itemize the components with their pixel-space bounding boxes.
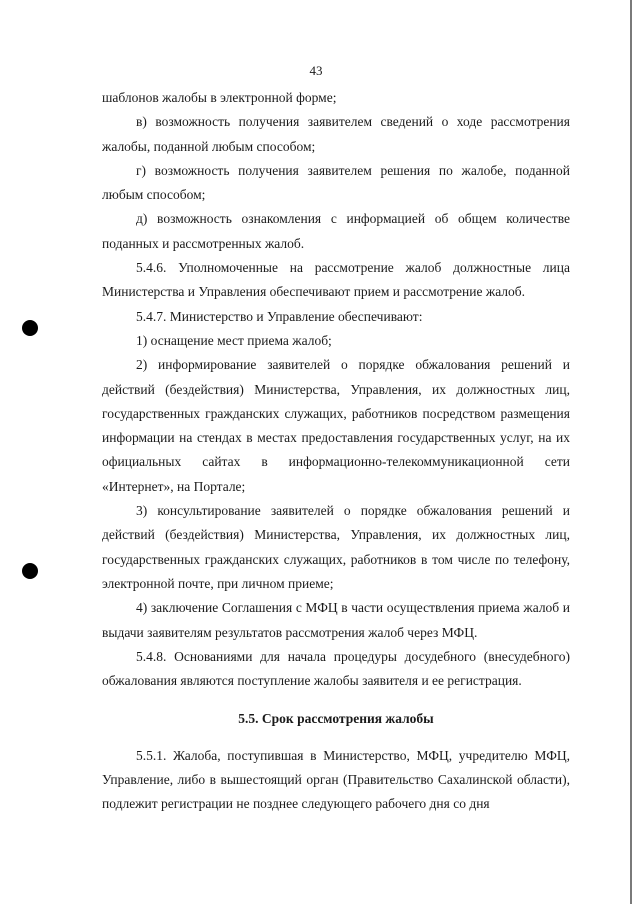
paragraph: 2) информирование заявителей о порядке обжалования решений и действий (бездействия) Министерства, Управления, их должностных лиц, государственных гражданских служащих, работников посредством размещения информации на стендах в местах предоставления государственных услуг, на их официальных сайтах в информационно-телекоммуникационной сети «Интернет», на Портале; xyxy=(102,357,570,494)
page-number: 43 xyxy=(309,63,323,78)
paragraph: 5.5.1. Жалоба, поступившая в Министерство, МФЦ, учредителю МФЦ, Управление, либо в вышестоящий орган (Правительство Сахалинской области), подлежит регистрации не позднее следующего рабочего дня со дня xyxy=(102,747,570,812)
punch-hole-top xyxy=(22,320,38,336)
section-heading: 5.5. Срок рассмотрения жалобы xyxy=(238,711,434,727)
paragraph: 1) оснащение мест приема жалоб; xyxy=(136,332,332,348)
paragraph: шаблонов жалобы в электронной форме; xyxy=(102,90,337,105)
punch-hole-bottom xyxy=(22,563,38,579)
paragraph: в) возможность получения заявителем сведений о ходе рассмотрения жалобы, поданной любым способом; xyxy=(102,114,570,154)
paragraph: г) возможность получения заявителем решения по жалобе, поданной любым способом; xyxy=(102,162,570,203)
paragraph: 5.4.6. Уполномоченные на рассмотрение жалоб должностные лица Министерства и Управления обеспечивают прием и рассмотрение жалоб. xyxy=(102,260,570,300)
paragraph: 3) консультирование заявителей о порядке обжалования решений и действий (бездействия) Министерства, Управления, их должностных лиц, государственных гражданских служащих, работников в том числе по телефону, электронной почте, при личном приеме; xyxy=(102,503,570,591)
body-text xyxy=(102,86,570,817)
paragraph: 5.4.8. Основаниями для начала процедуры досудебного (внесудебного) обжалования являются поступление жалобы заявителя и ее регистрация. xyxy=(102,648,570,689)
paragraph: 4) заключение Соглашения с МФЦ в части осуществления приема жалоб и выдачи заявителям результатов рассмотрения жалоб через МФЦ. xyxy=(102,600,570,640)
paragraph: д) возможность ознакомления с информацией об общем количестве поданных и рассмотренных жалоб. xyxy=(102,211,570,251)
paragraph: 5.4.7. Министерство и Управление обеспечивают: xyxy=(136,308,423,324)
